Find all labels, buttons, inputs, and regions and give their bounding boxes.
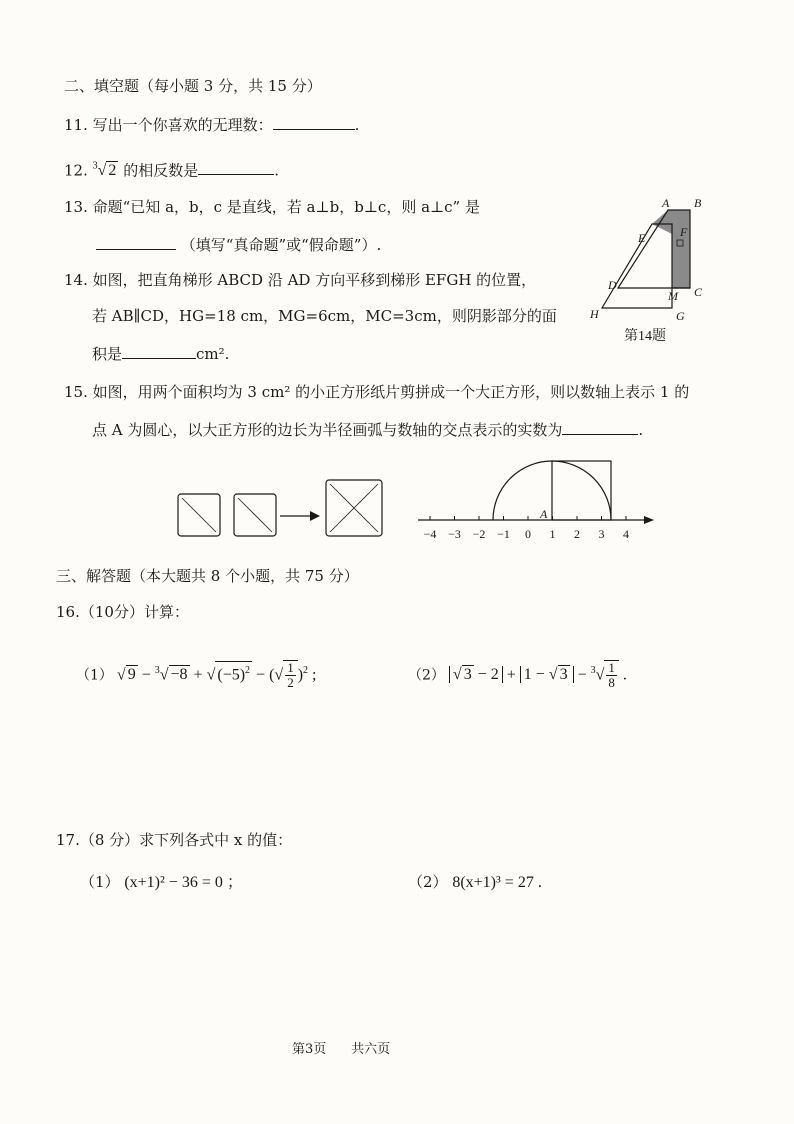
axis-tick-label: 0 xyxy=(525,527,531,541)
question-text: 如图，用两个面积均为 3 cm² 的小正方形纸片剪拼成一个大正方形，则以数轴上表示 1 的 xyxy=(92,383,690,401)
axis-tick-label: −2 xyxy=(472,527,486,541)
question-text: 的相反数是 xyxy=(123,161,199,180)
label-f: F xyxy=(680,225,688,239)
answer-blank[interactable] xyxy=(273,113,355,130)
question-11 xyxy=(64,113,359,135)
question-15-line1 xyxy=(64,382,689,402)
question-text: 如图，把直角梯形 ABCD 沿 AD 方向平移到梯形 EFGH 的位置， xyxy=(92,271,537,289)
section-heading-fill-in: 二、填空题（每小题 3 分，共 15 分） xyxy=(64,77,322,95)
question-number: 11. xyxy=(64,116,88,134)
question-14-line1 xyxy=(64,270,536,290)
answer-blank[interactable] xyxy=(562,418,638,435)
part-label: （2） xyxy=(408,873,448,891)
question-text: 点 A 为圆心，以大正方形的边长为半径画弧与数轴的交点表示的实数为 xyxy=(92,421,563,439)
axis-tick-label: −4 xyxy=(423,527,437,541)
question-number: 13. xyxy=(64,198,88,216)
axis-tick-label: −1 xyxy=(497,527,510,541)
label-c: C xyxy=(694,285,703,299)
question-13-line2 xyxy=(96,233,381,255)
question-17-part1 xyxy=(80,872,243,893)
figure-caption: 第14题 xyxy=(624,329,666,344)
figure-15-squares xyxy=(176,474,396,544)
root-index: 3 xyxy=(92,161,98,172)
axis-tick-label: 4 xyxy=(623,527,629,541)
label-b: B xyxy=(694,196,702,210)
question-text: 若 AB∥CD，HG=18 cm，MG=6cm，MC=3cm，则阴影部分的面 xyxy=(92,307,557,325)
question-number: 12. xyxy=(64,161,88,180)
label-g: G xyxy=(676,309,685,323)
equation: (x+1)² − 36 = 0 ； xyxy=(124,874,243,891)
shaded-region xyxy=(652,210,690,288)
point-a-label: A xyxy=(540,507,548,521)
label-d: D xyxy=(608,278,617,292)
radicand: 2 xyxy=(108,162,117,180)
question-16-label: 16.（10分）计算： xyxy=(56,603,189,621)
question-text: 写出一个你喜欢的无理数： xyxy=(92,116,273,134)
total-pages: 共六页 xyxy=(351,1042,391,1057)
question-14-line2 xyxy=(92,306,557,326)
axis-tick-label: −3 xyxy=(448,527,461,541)
question-16-part2: （2） √ 3 − 2 + 1 − √ 3 − $^3$√ $\frac{1}{8}$ . xyxy=(408,660,627,691)
equation: 8(x+1)³ = 27 . xyxy=(452,874,542,891)
page-footer xyxy=(292,1040,390,1060)
trapezoid-efgh xyxy=(602,224,672,308)
question-text: 命题“已知 a，b，c 是直线，若 a⊥b，b⊥c，则 a⊥c” 是 xyxy=(92,198,480,216)
question-15-line2 xyxy=(92,418,643,440)
question-13-line1 xyxy=(64,197,480,217)
question-17-label: 17.（8 分）求下列各式中 x 的值： xyxy=(56,831,293,849)
period: . xyxy=(274,161,279,180)
page-number: 第3页 xyxy=(292,1042,327,1057)
answer-blank[interactable] xyxy=(96,233,176,250)
figure-15-number-line xyxy=(414,456,658,546)
question-14-line3 xyxy=(92,342,229,364)
question-number: 14. xyxy=(64,271,88,289)
question-text: （填写“真命题”或“假命题”）. xyxy=(180,236,382,254)
axis-tick-label: 2 xyxy=(574,527,580,541)
question-text: 积是 xyxy=(92,345,123,363)
part-label: （1） xyxy=(76,667,113,684)
label-e: E xyxy=(638,231,646,245)
axis-tick-label: 3 xyxy=(598,527,605,541)
answer-blank[interactable] xyxy=(122,342,196,359)
axis-arrow xyxy=(644,516,654,524)
question-12 xyxy=(64,157,279,181)
square-on-axis xyxy=(552,461,611,520)
axis-tick-label: 1 xyxy=(549,527,556,541)
unit: cm². xyxy=(196,345,230,363)
answer-blank[interactable] xyxy=(198,158,274,175)
part-label: （2） xyxy=(408,667,445,684)
question-16-part1: （1） √ 9 − $^3$√ −8 + √ $(-5)^2$ − (√ $\frac{1}{2}$ )$^2$ ; xyxy=(76,660,317,691)
section-heading-solve: 三、解答题（本大题共 8 个小题，共 75 分） xyxy=(56,567,359,585)
part-label: （1） xyxy=(80,873,120,891)
question-number: 15. xyxy=(64,383,88,401)
figure-14-trapezoid xyxy=(588,196,718,346)
label-m: M xyxy=(668,289,678,303)
period: . xyxy=(354,116,360,134)
cube-root-expression: $^3$√ 2 xyxy=(92,161,117,180)
question-17-part2 xyxy=(408,872,542,893)
period: . xyxy=(638,421,644,439)
label-h: H xyxy=(590,307,599,321)
label-a: A xyxy=(662,196,670,210)
